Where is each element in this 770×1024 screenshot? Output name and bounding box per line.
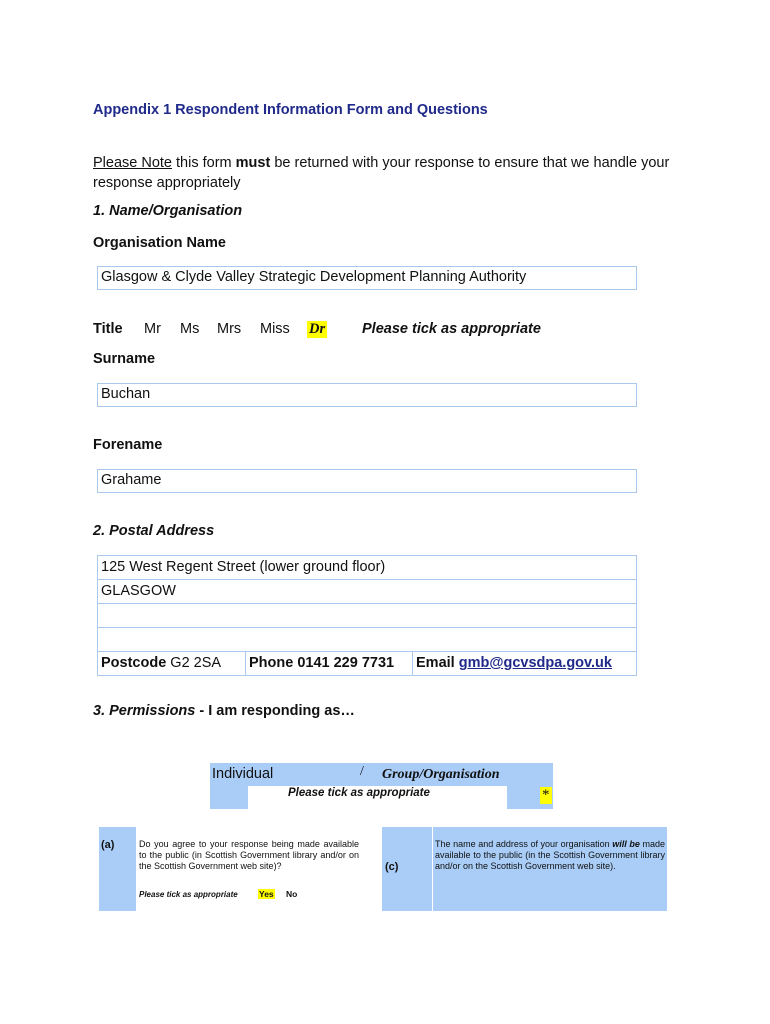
slash-separator: / <box>360 764 364 779</box>
postcode-cell[interactable] <box>98 652 246 675</box>
postal-address-table <box>97 555 637 676</box>
postcode-value: G2 2SA <box>166 655 222 671</box>
note-part1: this form <box>172 155 236 171</box>
question-a-text: Do you agree to your response being made available to the public (in Scottish Government library and/or on the Scottish Government web site)? <box>139 839 359 871</box>
question-c-box <box>382 827 666 911</box>
org-label: Organisation Name <box>93 235 226 251</box>
permissions-tick-hint: Please tick as appropriate <box>288 787 430 799</box>
postcode-label: Postcode <box>101 655 167 671</box>
address-line-3[interactable] <box>98 604 636 628</box>
question-c-text <box>435 839 665 872</box>
forename-label: Forename <box>93 437 163 453</box>
question-c-letter: (c) <box>385 861 399 873</box>
section3-title-suffix: - I am responding as… <box>195 703 355 719</box>
org-name-field[interactable]: Glasgow & Clyde Valley Strategic Development Planning Authority <box>97 266 637 290</box>
forename-field[interactable]: Grahame <box>97 469 637 493</box>
note-part2: be returned with your response to ensure that we handle your response appropriately <box>93 155 670 191</box>
address-line-2[interactable]: GLASGOW <box>98 580 636 604</box>
email-cell[interactable] <box>413 652 636 675</box>
address-line-4[interactable] <box>98 628 636 652</box>
contact-row <box>98 652 636 675</box>
question-a-letter: (a) <box>101 839 115 851</box>
phone-cell[interactable]: Phone 0141 229 7731 <box>246 652 413 675</box>
question-a-box <box>99 827 362 911</box>
question-a-tick-hint: Please tick as appropriate <box>139 890 238 899</box>
question-c-text-bold: will be <box>612 839 640 849</box>
note-bold: must <box>235 155 271 171</box>
title-label: Title <box>93 321 123 337</box>
title-option-miss[interactable]: Miss <box>260 321 290 337</box>
permissions-table <box>210 763 553 809</box>
section3-title-row <box>93 703 355 719</box>
title-option-ms[interactable]: Ms <box>180 321 200 337</box>
question-a-no[interactable]: No <box>286 889 298 899</box>
title-option-mr[interactable]: Mr <box>144 321 161 337</box>
email-link[interactable]: gmb@gcvsdpa.gov.uk <box>458 655 612 671</box>
page-heading: Appendix 1 Respondent Information Form and Questions <box>93 102 488 118</box>
please-note <box>93 153 693 193</box>
title-option-dr[interactable]: Dr <box>309 321 326 337</box>
question-c-text-pre: The name and address of your organisation <box>435 839 613 849</box>
title-hint: Please tick as appropriate <box>362 321 541 337</box>
section2-title: 2. Postal Address <box>93 523 215 539</box>
note-underlined: Please Note <box>93 155 172 171</box>
question-c-text-post: made available to the public (in the Scottish Government library and/or on the Scottish Government web site). <box>435 839 665 871</box>
surname-field[interactable]: Buchan <box>97 383 637 407</box>
question-c-content <box>432 827 667 911</box>
address-line-1[interactable]: 125 West Regent Street (lower ground floor) <box>98 556 636 580</box>
title-row <box>93 321 693 341</box>
individual-label: Individual <box>212 766 274 782</box>
group-selected-mark: * <box>542 787 550 803</box>
individual-tick-cell[interactable] <box>210 786 248 809</box>
surname-label: Surname <box>93 351 156 367</box>
question-a-content <box>135 827 363 911</box>
email-label: Email <box>416 655 459 671</box>
section1-title: 1. Name/Organisation <box>93 203 243 219</box>
question-a-yes[interactable]: Yes <box>259 889 274 899</box>
section3-title: 3. Permissions <box>93 703 196 719</box>
group-label: Group/Organisation <box>382 767 500 782</box>
title-option-mrs[interactable]: Mrs <box>217 321 242 337</box>
